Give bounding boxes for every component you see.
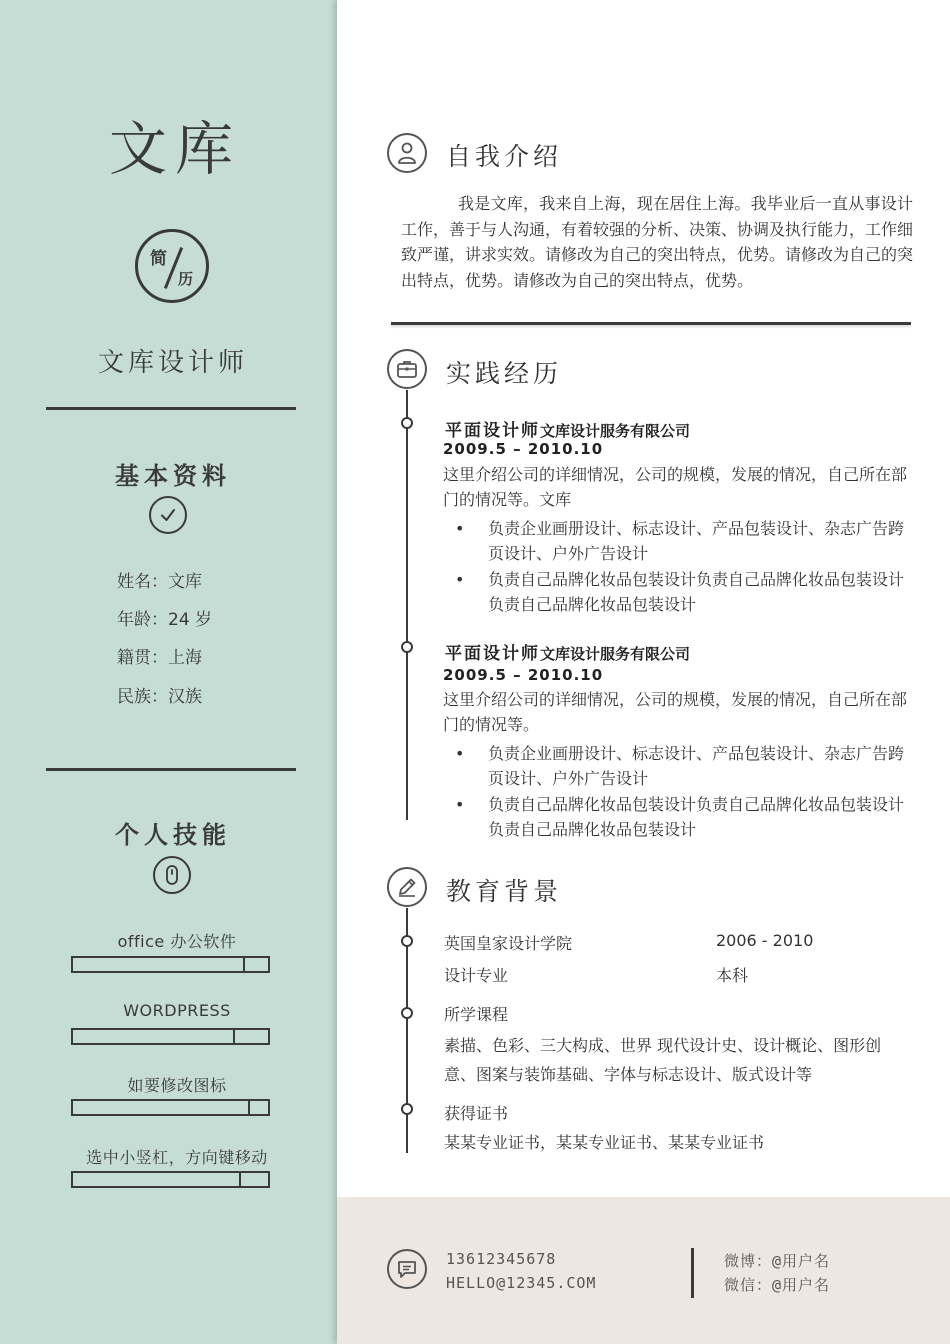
job-bullet: [455, 567, 910, 617]
info-ethnicity: 民族：汉族: [117, 687, 202, 707]
info-name: 姓名：文库: [117, 572, 202, 592]
timeline-dot: [401, 935, 413, 947]
footer-separator: [691, 1248, 694, 1298]
job-heading: [445, 416, 690, 441]
footer: [337, 1197, 950, 1344]
contact-wechat: 微信：@用户名: [724, 1276, 831, 1294]
check-icon: [149, 496, 187, 534]
skill-bar: [71, 1171, 270, 1188]
bullet-marker: •: [455, 744, 465, 763]
skills-title: 个人技能: [115, 821, 231, 849]
skill-label: 如要修改图标: [127, 1076, 227, 1095]
job-description: 这里介绍公司的详细情况，公司的规模，发展的情况，自己所在部门的情况等。: [443, 690, 908, 734]
skill-bar-fill: [73, 958, 245, 971]
degree: 本科: [716, 966, 749, 985]
job-description: 这里介绍公司的详细情况，公司的规模，发展的情况，自己所在部门的情况等。文库: [443, 465, 908, 509]
skill-label: WORDPRESS: [123, 1001, 231, 1020]
education-title: 教育背景: [446, 877, 563, 906]
experience-timeline: [406, 390, 408, 820]
info-age: 年龄：24 岁: [117, 610, 213, 630]
job-period: 2009.5 – 2010.10: [443, 440, 604, 458]
skill-bar-fill: [73, 1173, 241, 1186]
certs-label: 获得证书: [444, 1104, 509, 1123]
person-icon: [387, 133, 427, 173]
chat-icon: [387, 1249, 427, 1289]
briefcase-icon: [387, 349, 427, 389]
skill-bar-fill: [73, 1101, 250, 1114]
job-bullet: [455, 792, 910, 842]
pencil-icon: [387, 867, 427, 907]
logo-char-1: 简: [150, 249, 167, 269]
bullet-marker: •: [455, 519, 465, 538]
contact-weibo: 微博：@用户名: [724, 1252, 831, 1270]
logo-char-2: 历: [178, 270, 194, 288]
info-hometown: 籍贯：上海: [117, 648, 202, 668]
job-position: 平面设计师: [445, 421, 540, 441]
school-years: 2006 - 2010: [716, 931, 814, 950]
contact-email: HELLO@12345.COM: [446, 1274, 597, 1292]
section-divider: [391, 322, 911, 325]
major: 设计专业: [444, 966, 509, 985]
courses-label: 所学课程: [444, 1005, 509, 1024]
timeline-dot: [401, 1007, 413, 1019]
resume-logo: [135, 229, 209, 303]
sidebar-divider: [46, 407, 296, 410]
job-bullet: [455, 741, 910, 791]
profile-name: 文库: [108, 115, 241, 183]
job-heading: [445, 639, 690, 664]
bullet-text: 负责企业画册设计、标志设计、产品包装设计、杂志广告跨页设计、户外广告设计: [488, 744, 905, 788]
job-company: 文库设计服务有限公司: [540, 422, 691, 440]
basic-info-title: 基本资料: [115, 462, 231, 490]
bullet-marker: •: [455, 570, 465, 589]
skill-bar: [71, 1028, 270, 1045]
skill-label: 选中小竖杠，方向键移动: [86, 1148, 268, 1167]
timeline-dot: [401, 1103, 413, 1115]
bullet-text: 负责自己品牌化妆品包装设计负责自己品牌化妆品包装设计负责自己品牌化妆品包装设计: [488, 570, 905, 614]
skill-label: office 办公软件: [117, 932, 237, 951]
skill-bar: [71, 1099, 270, 1116]
mouse-icon: [153, 856, 191, 894]
sidebar-divider: [46, 768, 296, 771]
timeline-dot: [401, 641, 413, 653]
skill-bar: [71, 956, 270, 973]
bullet-text: 负责企业画册设计、标志设计、产品包装设计、杂志广告跨页设计、户外广告设计: [488, 519, 905, 563]
job-position: 平面设计师: [445, 644, 540, 664]
contact-phone: 13612345678: [446, 1250, 557, 1268]
intro-title: 自我介绍: [446, 142, 563, 171]
experience-title: 实践经历: [446, 359, 563, 388]
timeline-dot: [401, 417, 413, 429]
job-company: 文库设计服务有限公司: [540, 645, 691, 663]
job-bullet: [455, 516, 910, 566]
bullet-text: 负责自己品牌化妆品包装设计负责自己品牌化妆品包装设计负责自己品牌化妆品包装设计: [488, 795, 905, 839]
job-period: 2009.5 – 2010.10: [443, 666, 604, 684]
sidebar: [0, 0, 337, 1344]
bullet-marker: •: [455, 795, 465, 814]
skill-bar-fill: [73, 1030, 235, 1043]
intro-text: 我是文库，我来自上海，现在居住上海。我毕业后一直从事设计工作，善于与人沟通，有着较强的分析、决策、协调及执行能力，工作细致严谨，讲求实效。请修改为自己的突出特点，优势。请修改为自己的突出特点，优势。请修改为自己的突出特点，优势。: [401, 194, 914, 290]
school-name: 英国皇家设计学院: [444, 934, 573, 953]
certs-text: 某某专业证书，某某专业证书、某某专业证书: [444, 1133, 765, 1152]
profile-job-title: 文库设计师: [97, 348, 248, 378]
courses-text: 素描、色彩、三大构成、世界 现代设计史、设计概论、图形创意、图案与装饰基础、字体与标志设计、版式设计等: [444, 1036, 882, 1084]
